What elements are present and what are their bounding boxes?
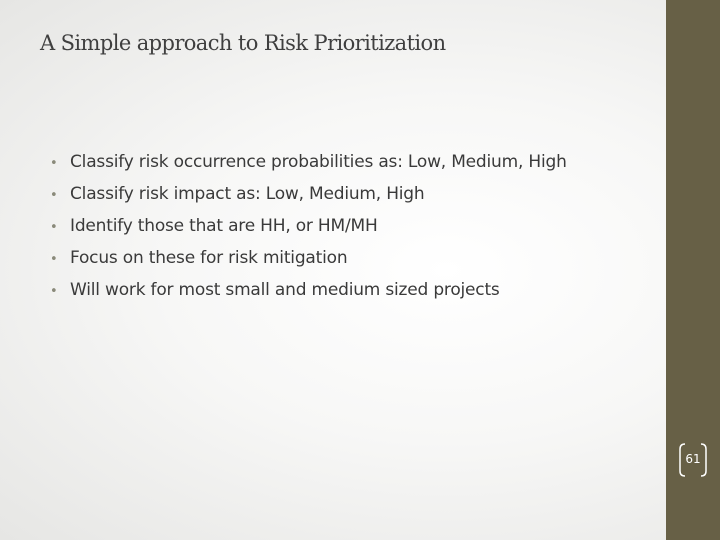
bullet-item [50, 184, 567, 216]
bullet-icon: • [50, 252, 58, 267]
bullet-icon: • [50, 188, 58, 203]
bullet-text: Identify those that are HH, or HM/MH [70, 216, 378, 236]
bullet-text: Classify risk impact as: Low, Medium, High [70, 184, 425, 204]
bullet-item [50, 216, 567, 248]
bullet-item [50, 280, 567, 312]
bullet-icon: • [50, 156, 58, 171]
bullet-item [50, 152, 567, 184]
page-number: 61 [685, 452, 701, 466]
slide-title: A Simple approach to Risk Prioritization [40, 31, 446, 55]
bullet-icon: • [50, 284, 58, 299]
bullet-text: Focus on these for risk mitigation [70, 248, 348, 268]
bullet-text: Will work for most small and medium sized projects [70, 280, 500, 300]
bullet-icon: • [50, 220, 58, 235]
page-number-box [678, 440, 708, 480]
bullet-item [50, 248, 567, 280]
bullet-list [50, 152, 567, 312]
bullet-text: Classify risk occurrence probabilities as: Low, Medium, High [70, 152, 567, 172]
